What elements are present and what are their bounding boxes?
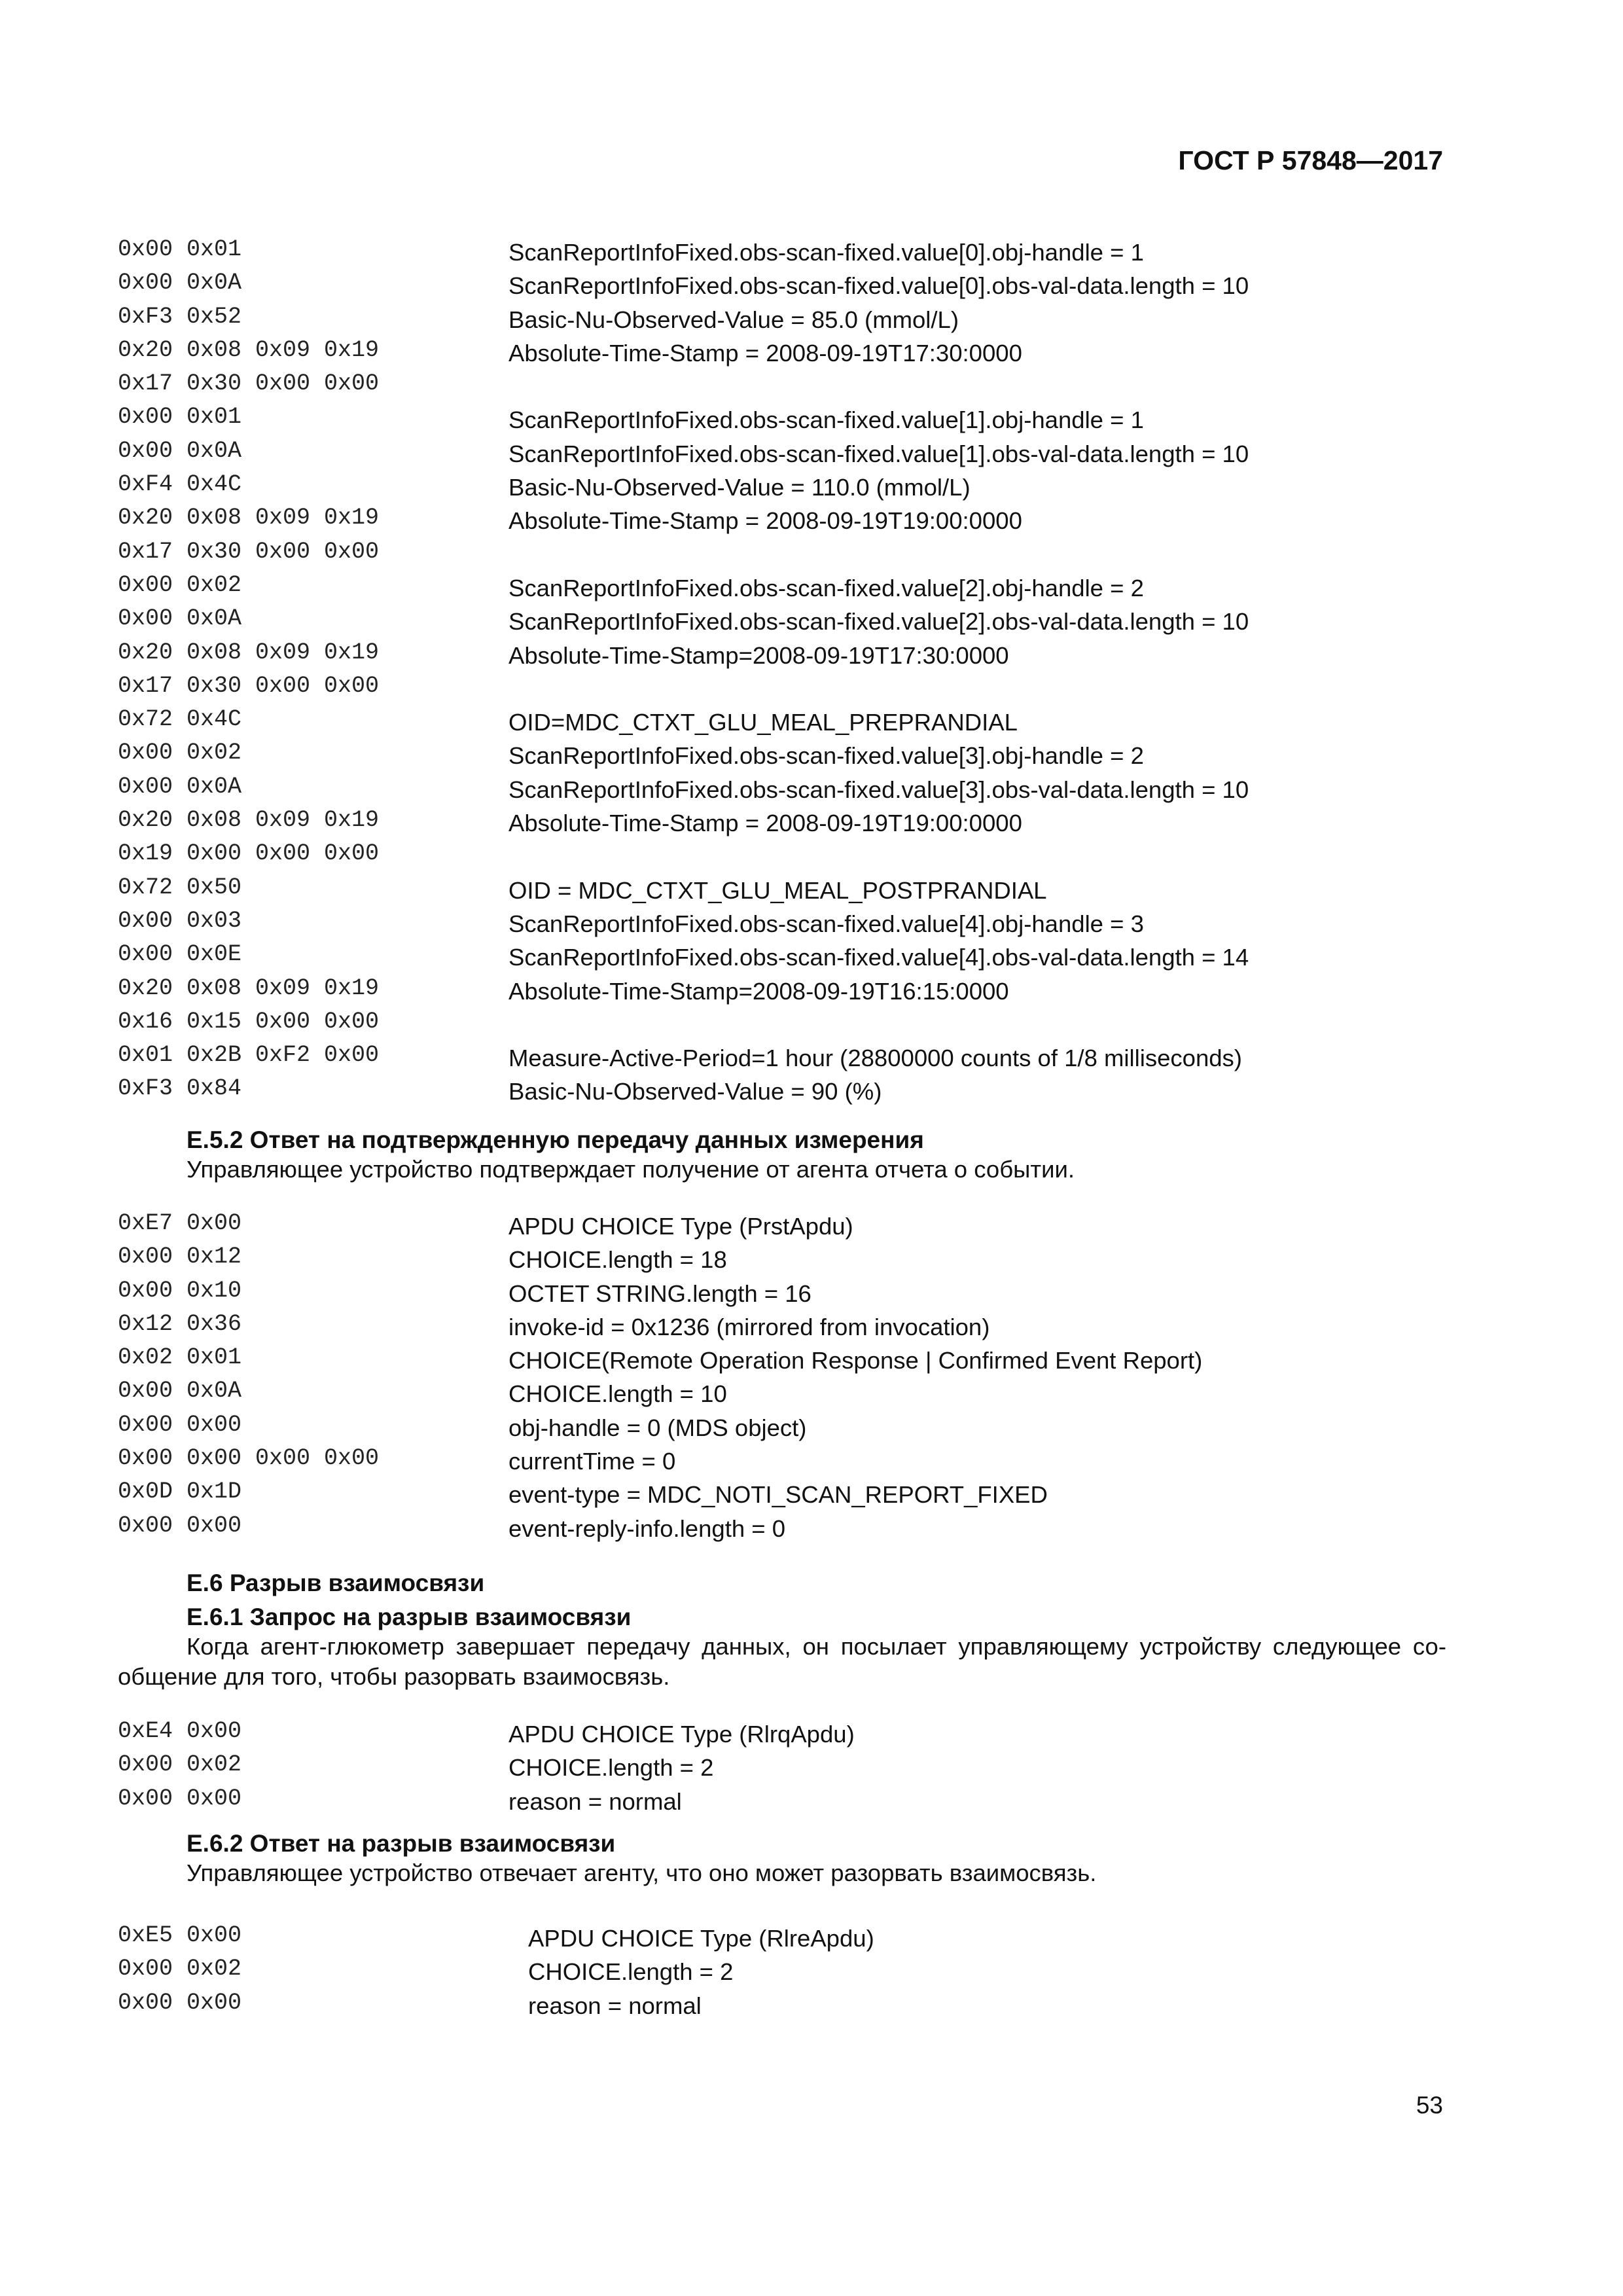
hex-bytes: 0x72 0x4C [118, 706, 242, 733]
hex-bytes: 0x00 0x0A [118, 605, 242, 632]
field-description: ScanReportInfoFixed.obs-scan-fixed.value[3].obs-val-data.length = 10 [508, 776, 1249, 803]
hex-bytes: 0x20 0x08 0x09 0x19 [118, 639, 380, 666]
hex-bytes: 0x17 0x30 0x00 0x00 [118, 370, 380, 397]
section-heading-e62: Е.6.2 Ответ на разрыв взаимосвязи [187, 1830, 616, 1857]
field-description: ScanReportInfoFixed.obs-scan-fixed.value[1].obj-handle = 1 [508, 406, 1144, 434]
field-description: APDU CHOICE Type (RlrqApdu) [508, 1721, 855, 1748]
field-description: Absolute-Time-Stamp = 2008-09-19T19:00:0000 [508, 810, 1022, 837]
section-text-e52: Управляющее устройство подтверждает получение от агента отчета о событии. [187, 1156, 1075, 1183]
field-description: ScanReportInfoFixed.obs-scan-fixed.value[0].obj-handle = 1 [508, 239, 1144, 266]
page-number: 53 [1416, 2092, 1443, 2119]
field-description: CHOICE.length = 2 [528, 1958, 734, 1986]
section-text-e61: Когда агент-глюкометр завершает передачу данных, он посылает управляющему устройству следующее сообщение для того, чтобы разорвать взаимосвязь. [118, 1633, 1446, 1690]
field-description: OID=MDC_CTXT_GLU_MEAL_PREPRANDIAL [508, 709, 1018, 736]
hex-bytes: 0x00 0x02 [118, 571, 242, 598]
field-description: CHOICE.length = 18 [508, 1246, 727, 1274]
hex-bytes: 0x02 0x01 [118, 1344, 242, 1371]
field-description: ScanReportInfoFixed.obs-scan-fixed.value[2].obj-handle = 2 [508, 574, 1144, 601]
hex-bytes: 0xF3 0x52 [118, 303, 242, 330]
hex-bytes: 0x12 0x36 [118, 1310, 242, 1337]
field-description: Basic-Nu-Observed-Value = 110.0 (mmol/L) [508, 474, 971, 501]
field-description: invoke-id = 0x1236 (mirrored from invocation) [508, 1313, 990, 1340]
field-description: Absolute-Time-Stamp = 2008-09-19T19:00:0000 [508, 507, 1022, 535]
hex-bytes: 0x17 0x30 0x00 0x00 [118, 672, 380, 699]
hex-bytes: 0x00 0x00 [118, 1989, 242, 2016]
field-description: event-reply-info.length = 0 [508, 1515, 786, 1542]
hex-bytes: 0x00 0x01 [118, 236, 242, 262]
hex-bytes: 0x00 0x00 [118, 1411, 242, 1438]
field-description: currentTime = 0 [508, 1448, 676, 1475]
hex-bytes: 0xE7 0x00 [118, 1210, 242, 1236]
field-description: Absolute-Time-Stamp = 2008-09-19T17:30:0000 [508, 339, 1022, 367]
hex-bytes: 0x00 0x0A [118, 270, 242, 296]
hex-bytes: 0x16 0x15 0x00 0x00 [118, 1008, 380, 1035]
hex-bytes: 0x72 0x50 [118, 874, 242, 901]
section-heading-e6: Е.6 Разрыв взаимосвязи [187, 1570, 485, 1596]
field-description: OCTET STRING.length = 16 [508, 1280, 812, 1307]
hex-bytes: 0x19 0x00 0x00 0x00 [118, 840, 380, 867]
hex-bytes: 0x20 0x08 0x09 0x19 [118, 807, 380, 834]
hex-bytes: 0x00 0x10 [118, 1277, 242, 1304]
document-header: ГОСТ Р 57848—2017 [1178, 145, 1443, 175]
hex-bytes: 0x00 0x00 0x00 0x00 [118, 1445, 380, 1472]
hex-bytes: 0x00 0x02 [118, 1956, 242, 1982]
field-description: obj-handle = 0 (MDS object) [508, 1414, 807, 1441]
field-description: ScanReportInfoFixed.obs-scan-fixed.value[1].obs-val-data.length = 10 [508, 440, 1249, 467]
hex-bytes: 0x0D 0x1D [118, 1479, 242, 1505]
hex-bytes: 0xE5 0x00 [118, 1922, 242, 1948]
hex-bytes: 0x00 0x0A [118, 773, 242, 800]
hex-bytes: 0x01 0x2B 0xF2 0x00 [118, 1042, 380, 1069]
field-description: CHOICE.length = 2 [508, 1754, 714, 1782]
hex-bytes: 0x00 0x02 [118, 740, 242, 766]
field-description: reason = normal [528, 1992, 702, 2019]
field-description: OID = MDC_CTXT_GLU_MEAL_POSTPRANDIAL [508, 876, 1047, 904]
hex-bytes: 0x00 0x00 [118, 1512, 242, 1539]
field-description: ScanReportInfoFixed.obs-scan-fixed.value[2].obs-val-data.length = 10 [508, 608, 1249, 636]
hex-bytes: 0x00 0x03 [118, 907, 242, 934]
field-description: CHOICE.length = 10 [508, 1380, 727, 1408]
field-description: ScanReportInfoFixed.obs-scan-fixed.value[3].obj-handle = 2 [508, 742, 1144, 770]
hex-bytes: 0x20 0x08 0x09 0x19 [118, 975, 380, 1001]
field-description: APDU CHOICE Type (RlreApdu) [528, 1925, 874, 1952]
section-heading-e61: Е.6.1 Запрос на разрыв взаимосвязи [187, 1604, 632, 1630]
field-description: Basic-Nu-Observed-Value = 90 (%) [508, 1078, 882, 1105]
hex-bytes: 0x00 0x0A [118, 1378, 242, 1405]
hex-bytes: 0x20 0x08 0x09 0x19 [118, 505, 380, 531]
hex-bytes: 0xE4 0x00 [118, 1718, 242, 1744]
field-description: Measure-Active-Period=1 hour (28800000 counts of 1/8 milliseconds) [508, 1045, 1242, 1072]
field-description: Absolute-Time-Stamp=2008-09-19T17:30:0000 [508, 641, 1009, 669]
field-description: Basic-Nu-Observed-Value = 85.0 (mmol/L) [508, 306, 959, 333]
hex-bytes: 0x00 0x01 [118, 404, 242, 431]
field-description: reason = normal [508, 1787, 682, 1815]
hex-bytes: 0x20 0x08 0x09 0x19 [118, 336, 380, 363]
hex-bytes: 0x17 0x30 0x00 0x00 [118, 538, 380, 565]
hex-bytes: 0xF3 0x84 [118, 1075, 242, 1102]
hex-bytes: 0x00 0x02 [118, 1751, 242, 1778]
field-description: APDU CHOICE Type (PrstApdu) [508, 1213, 853, 1240]
field-description: ScanReportInfoFixed.obs-scan-fixed.value[4].obs-val-data.length = 14 [508, 944, 1249, 971]
field-description: ScanReportInfoFixed.obs-scan-fixed.value[0].obs-val-data.length = 10 [508, 272, 1249, 300]
field-description: ScanReportInfoFixed.obs-scan-fixed.value[4].obj-handle = 3 [508, 910, 1144, 937]
field-description: event-type = MDC_NOTI_SCAN_REPORT_FIXED [508, 1481, 1048, 1509]
hex-bytes: 0x00 0x0A [118, 437, 242, 464]
field-description: CHOICE(Remote Operation Response | Confirmed Event Report) [508, 1347, 1203, 1374]
field-description: Absolute-Time-Stamp=2008-09-19T16:15:0000 [508, 977, 1009, 1005]
section-heading-e52: Е.5.2 Ответ на подтвержденную передачу данных измерения [187, 1126, 924, 1153]
hex-bytes: 0x00 0x0E [118, 941, 242, 968]
section-text-e62: Управляющее устройство отвечает агенту, что оно может разорвать взаимосвязь. [187, 1859, 1097, 1886]
hex-bytes: 0xF4 0x4C [118, 471, 242, 498]
hex-bytes: 0x00 0x12 [118, 1244, 242, 1270]
hex-bytes: 0x00 0x00 [118, 1785, 242, 1812]
